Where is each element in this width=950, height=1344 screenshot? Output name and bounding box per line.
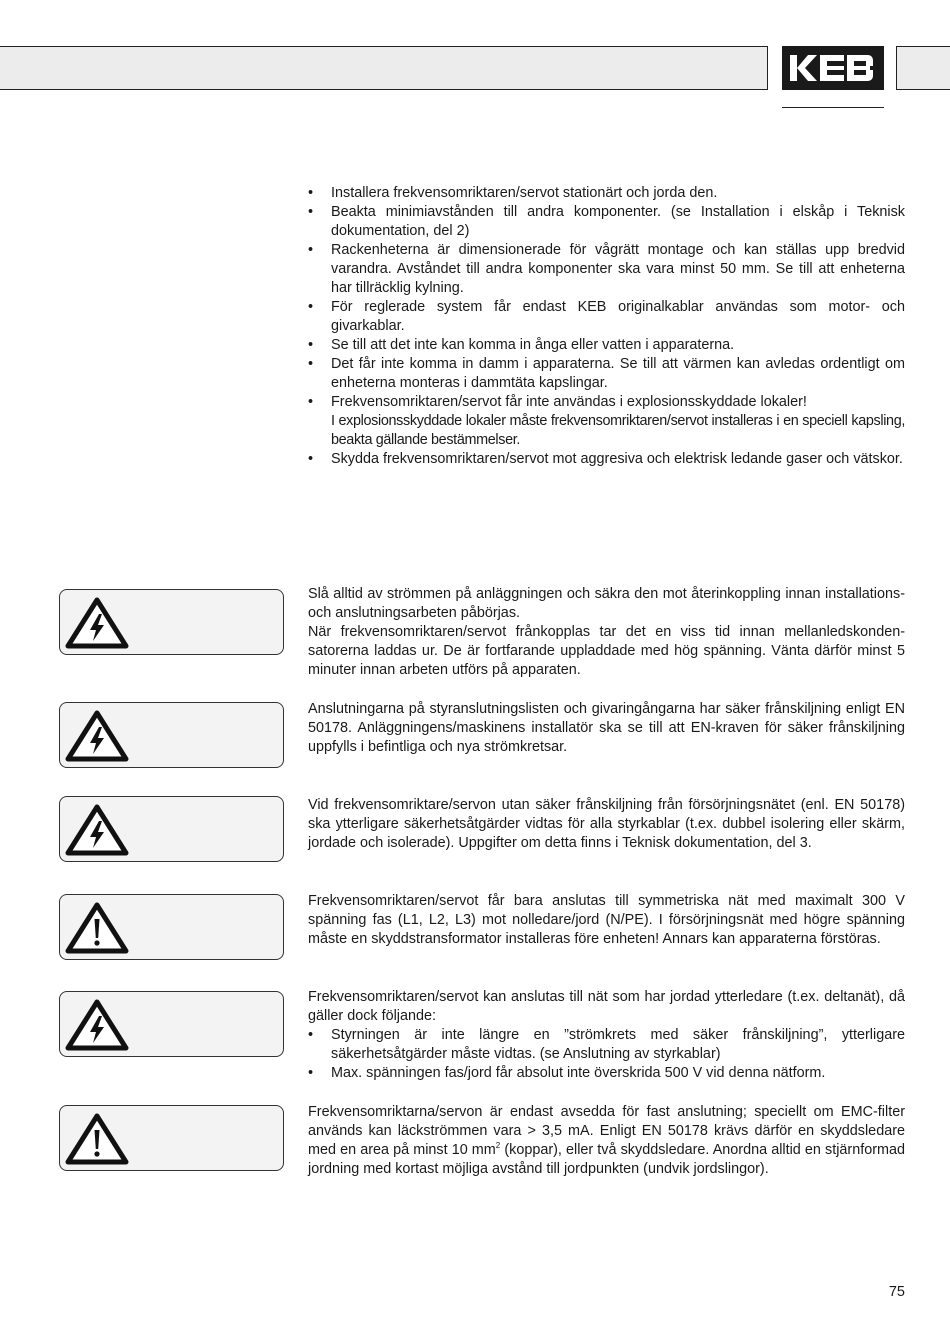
warning-box xyxy=(59,796,284,862)
warning-box xyxy=(59,894,284,960)
logo-underline xyxy=(782,107,884,108)
list-item: • Frekvensomriktaren/servot får inte användas i explosionsskyddade lokaler! I explosionsskyddade lokaler måste frekvensomriktaren/servot installeras i en speciell kapsling, beakta gällande bestämmelser. xyxy=(308,393,905,450)
paragraph: Frekvensomriktaren/servot kan anslutas till nät som har jordad ytterledare (t.ex. deltanät), då gäller dock följande: xyxy=(308,989,905,1024)
installation-section xyxy=(308,184,905,469)
warning-text xyxy=(308,585,905,680)
warning-text xyxy=(308,988,905,1083)
installation-list xyxy=(308,184,905,469)
electric-hazard-icon xyxy=(65,597,129,649)
warning-box xyxy=(59,589,284,655)
page-number: 75 xyxy=(888,1284,905,1300)
list-item: • Se till att det inte kan komma in ånga eller vatten i apparaterna. xyxy=(308,336,905,355)
paragraph: Anslutningarna på styranslutningslisten och givaringångarna har säker frånskiljning enligt EN 50178. Anläggningens/maskinens installatör ska se till att EN-kraven för säker frånskiljning uppfylls i befintliga och nya strömkretsar. xyxy=(308,701,905,755)
list-item: • Det får inte komma in damm i apparaterna. Se till att värmen kan avledas ordentligt om enheterna monteras i dammtäta kapslingar. xyxy=(308,355,905,393)
warning-text xyxy=(308,700,905,757)
warning-text xyxy=(308,892,905,949)
list-item: • Max. spänningen fas/jord får absolut inte överskrida 500 V vid denna nätform. xyxy=(308,1064,905,1083)
paragraph: Vid frekvensomriktare/servon utan säker frånskiljning från försörjningsnätet (enl. EN 50178) ska ytterligare säkerhetsåtgärder vidtas för alla styrkablar (t.ex. dubbel isolering eller skärm, jordade och isolerade). Uppgifter om detta finns i Teknisk dokumentation, del 3. xyxy=(308,797,905,851)
warning-box xyxy=(59,1105,284,1171)
keb-logo xyxy=(782,46,884,90)
list-item: • För reglerade system får endast KEB originalkablar användas som motor- och givarkablar. xyxy=(308,298,905,336)
paragraph: Frekvensomriktarna/servon är endast avsedda för fast anslutning; speciellt om EMC-filter används kan läckströmmen vara > 3,5 mA. Enligt EN 50178 krävs därför en skyddsledare med en area på minst 10 $mm^2$ (koppar), eller två skyddsledare. Anordna alltid en stjärnformad jordning med kortast möjliga avstånd till jordpunkten (undvik jordslingor). xyxy=(308,1104,905,1177)
keb-logo-graphic xyxy=(787,51,879,85)
warning-box xyxy=(59,702,284,768)
general-warning-icon xyxy=(65,1113,129,1165)
list-item: • Installera frekvensomriktaren/servot stationärt och jorda den. xyxy=(308,184,905,203)
electric-hazard-icon xyxy=(65,804,129,856)
electric-hazard-icon xyxy=(65,999,129,1051)
warning-box xyxy=(59,991,284,1057)
list-item: • Beakta minimiavstånden till andra komponenter. (se Installation i elskåp i Teknisk dokumentation, del 2) xyxy=(308,203,905,241)
paragraph: Slå alltid av strömmen på anläggningen och säkra den mot återinkoppling innan installations- och anslutningsarbeten påbörjas. xyxy=(308,586,905,621)
electric-hazard-icon xyxy=(65,710,129,762)
header-bar-end xyxy=(896,46,950,90)
paragraph: När frekvensomriktaren/servot frånkopplas tar det en viss tid innan mellanledskonden-satorerna laddas ur. De är fortfarande uppladdade med hög spänning. Vänta därför minst 5 minuter innan arbeten utförs på apparaten. xyxy=(308,624,905,678)
paragraph: Frekvensomriktaren/servot får bara anslutas till symmetriska nät med maximalt 300 V spänning fas (L1, L2, L3) mot nolledare/jord (N/PE). I försörjningsnät med högre spänning måste en skyddstransformator installeras före enheten! Annars kan apparaterna förstöras. xyxy=(308,893,905,947)
warning-list xyxy=(308,1026,905,1083)
list-item: • Skydda frekvensomriktaren/servot mot aggresiva och elektrisk ledande gaser och vätskor. xyxy=(308,450,905,469)
list-item: • Rackenheterna är dimensionerade för vågrätt montage och kan ställas upp bredvid varandra. Avståndet till andra komponenter ska vara minst 50 mm. Se till att enheterna har tillräcklig kylning. xyxy=(308,241,905,298)
header-bar xyxy=(0,46,768,90)
warning-text xyxy=(308,796,905,853)
warning-text xyxy=(308,1103,905,1179)
general-warning-icon xyxy=(65,902,129,954)
list-item: • Styrningen är inte längre en ”strömkrets med säker frånskiljning”, ytterligare säkerhetsåtgärder måste vidtas. (se Anslutning av styrkablar) xyxy=(308,1026,905,1064)
